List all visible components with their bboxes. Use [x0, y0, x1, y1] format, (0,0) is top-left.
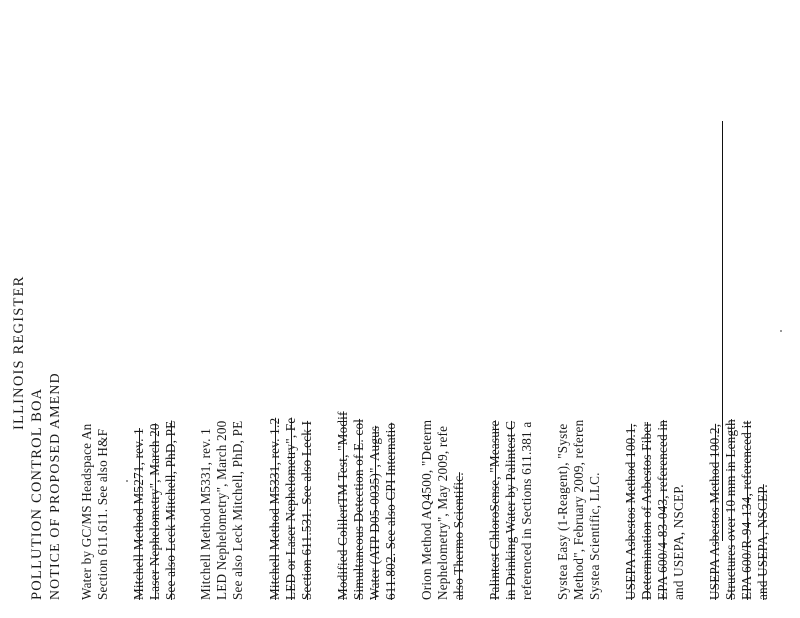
document-line: Determination of Asbestos Fiber — [639, 422, 654, 600]
document-line: Water by GC/MS Headspace An — [79, 423, 94, 600]
document-line: LED or Laser Nephelometry", Fe — [283, 417, 298, 600]
document-line: Systea Easy (1-Reagent), "Syste — [555, 423, 570, 600]
document-line: 611.802. See also CPI Internatio — [383, 422, 398, 600]
document-line: Mitchell Method M5331, rev. 1 — [198, 428, 213, 600]
document-line: Section 611.611. See also H&F — [95, 428, 110, 600]
document-line: in Drinking Water by Palintest C — [503, 420, 518, 600]
document-line: Mitchell Method M5331, rev. 1.2 — [267, 417, 282, 600]
document-line: USEPA Asbestos Method 100.1, — [623, 423, 638, 600]
document-line: Structures over 10 mm in Length — [723, 419, 738, 600]
notice-title: NOTICE OF PROPOSED AMEND — [47, 372, 62, 600]
document-line: Laser Nephelometry", March 20 — [147, 423, 162, 600]
document-line: Modified ColilertTM Test, "Modif — [335, 411, 350, 600]
document-line: USEPA Asbestos Method 100.2, — [707, 423, 722, 600]
document-line: Systea Scientific, LLC. — [587, 472, 602, 600]
document-line: Section 611.531. See also Leck I — [299, 420, 314, 600]
document-line: Simultaneous Detection of E. col — [351, 418, 366, 600]
register-title: ILLINOIS REGISTER — [11, 275, 27, 430]
document-line: and USEPA, NSCEP. — [671, 484, 686, 600]
document-line: Nephelometry", May 2009, refe — [435, 425, 450, 600]
document-line: Orion Method AQ4500, "Determ — [419, 419, 434, 600]
scan-speck — [780, 330, 782, 332]
document-line: EPA 600/4-83-043, referenced in — [655, 419, 670, 600]
board-title: POLLUTION CONTROL BOA — [29, 387, 45, 600]
document-line: also Thermo Scientific. — [451, 472, 466, 600]
document-line: Method", February 2009, referen — [571, 419, 586, 600]
document-line: referenced in Sections 611.381 a — [519, 421, 534, 600]
document-line: See also Leck Mitchell, PhD, PE — [163, 420, 178, 600]
document-line: EPA 600/R-94-134, referenced it — [739, 420, 754, 600]
document-line: and USEPA, NSCEP. — [755, 484, 770, 600]
scan-speck — [126, 480, 128, 482]
document-line: See also Leck Mitchell, PhD, PE — [230, 420, 245, 600]
document-line: Palintest ChloroSense, "Measure — [487, 420, 502, 600]
document-line: Mitchell Method M5271, rev. 1 — [131, 428, 146, 600]
document-line: LED Nephelometry", March 200 — [214, 420, 229, 600]
document-line: Water (ATP D05-0035)", Augus — [367, 425, 382, 600]
